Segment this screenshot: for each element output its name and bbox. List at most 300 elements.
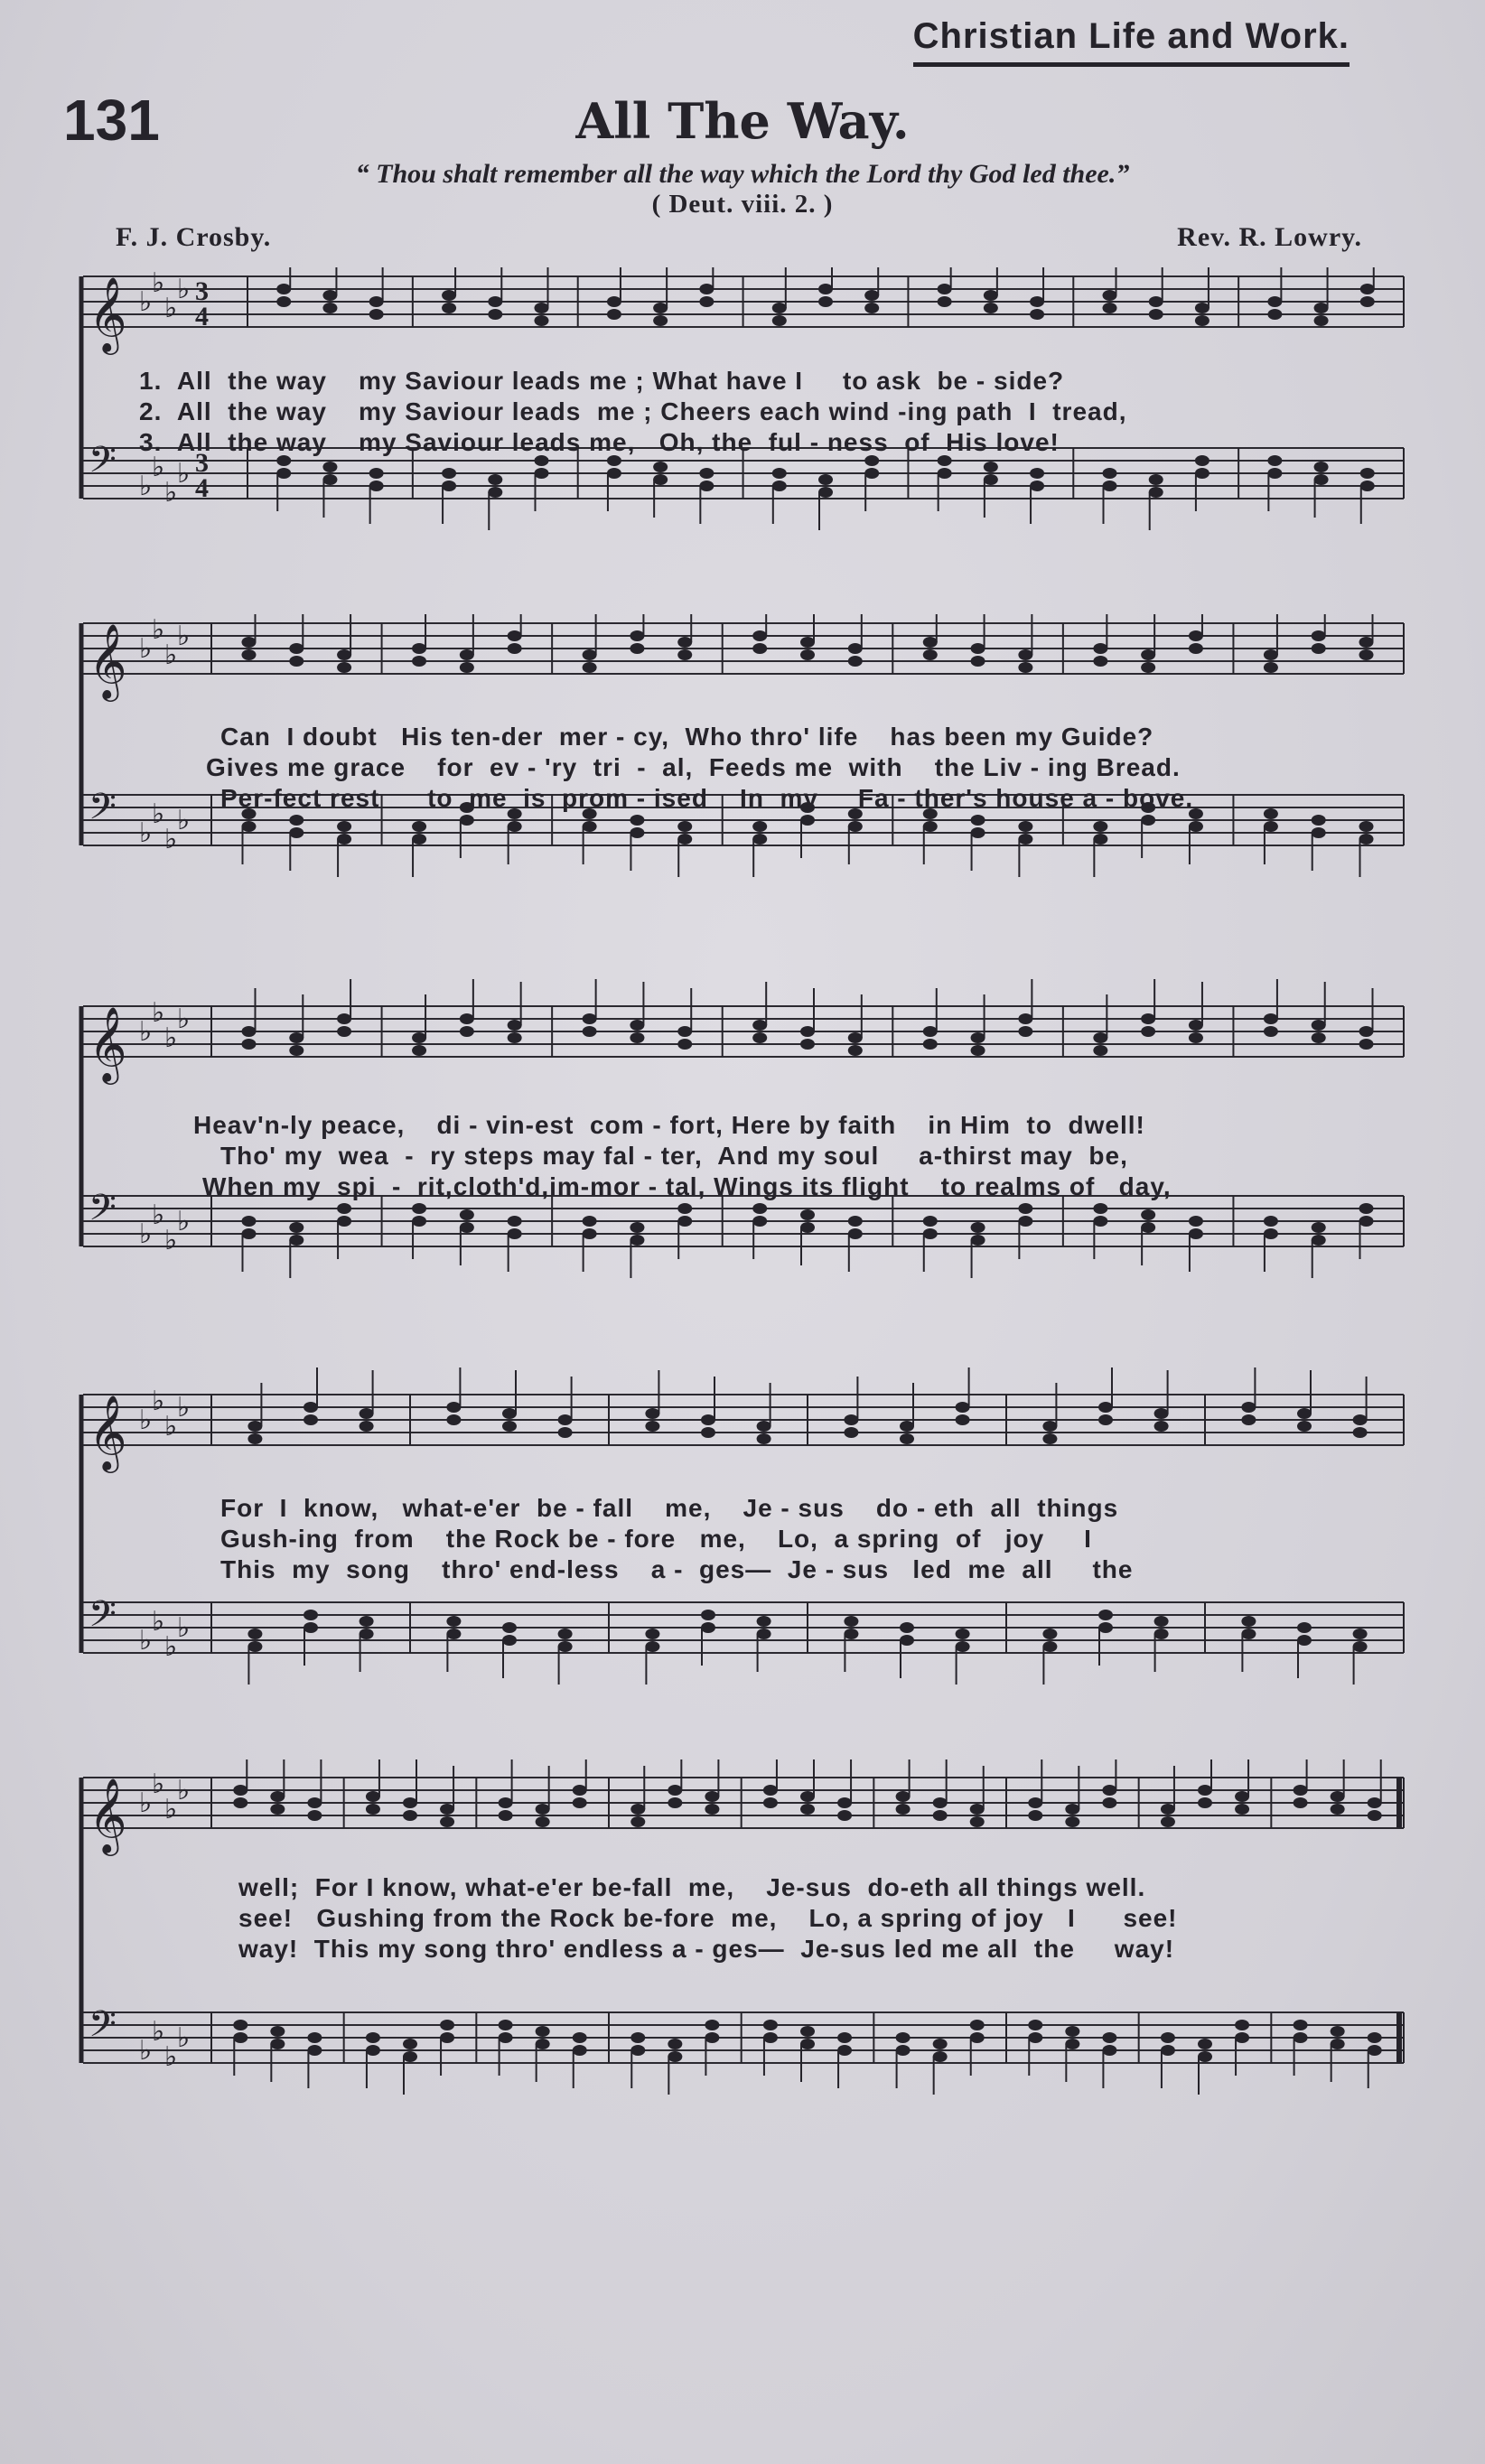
note-head [772,315,787,326]
note-head [752,1020,767,1031]
note-head [403,2051,417,2062]
note-head [1368,1810,1382,1821]
note-head [304,1402,318,1413]
note-head [1030,309,1044,320]
note-head [848,1032,863,1043]
note-head [1189,1032,1203,1043]
note-head [1161,1816,1175,1827]
note-head [369,481,384,491]
note-head [763,2032,778,2043]
note-head [270,1804,285,1815]
note-head [304,1414,318,1425]
bass-clef-icon: 𝄢 [89,1187,117,1237]
note-head [1141,662,1155,673]
note-head [701,1427,715,1438]
note-head [1098,1610,1113,1620]
note-head [508,1228,522,1239]
note-head [534,303,548,313]
note-head [938,468,952,479]
note-head [583,1026,597,1037]
lyric-line: way! This my song thro' endless a - ges— Je-sus led me all the way! [238,1935,1175,1963]
hymn-title: All The Way. [575,92,910,150]
lyric-line: Tho' my wea - ry steps may fal - ter, And my soul a-thirst may be, [220,1142,1128,1170]
note-head [460,815,474,826]
note-head [645,1641,659,1652]
note-head [1241,1629,1256,1639]
note-head [1103,303,1117,313]
note-head [289,1222,304,1233]
note-head [440,1804,454,1815]
note-head [460,1209,474,1220]
bass-clef-icon: 𝄢 [89,439,117,490]
note-head [1312,815,1326,826]
note-head [1235,1791,1249,1802]
note-head [1141,815,1155,826]
note-head [1241,1414,1256,1425]
note-head [844,1616,858,1627]
note-head [488,474,502,485]
note-head [412,1203,426,1214]
note-head [752,643,767,654]
note-head [337,821,351,832]
note-head [276,296,291,307]
lyric-line: Gives me grace for ev - 'ry tri - al, Feeds me with the Liv - ing Bread. [206,753,1181,781]
note-head [818,474,833,485]
note-head [322,462,337,472]
note-head [499,2020,513,2030]
note-head [1093,821,1107,832]
note-head [970,1804,985,1815]
note-head [800,1026,815,1037]
note-head [1018,1013,1032,1024]
note-head [1297,1622,1312,1633]
note-head [1264,1026,1278,1037]
note-head [1161,2032,1175,2043]
note-head [630,1020,644,1031]
note-head [630,1816,645,1827]
note-head [1018,1026,1032,1037]
note-head [1103,290,1117,301]
flat-sign-icon: ♭ [139,471,153,502]
note-head [699,296,714,307]
note-head [446,1402,461,1413]
note-head [403,2039,417,2049]
note-head [1030,481,1044,491]
note-head [1314,462,1329,472]
music-system [76,1367,1413,1729]
note-head [645,1408,659,1419]
note-head [248,1641,262,1652]
note-head [289,643,304,654]
note-head [442,481,456,491]
note-head [900,1421,914,1432]
note-head [923,1228,938,1239]
note-head [573,2045,587,2056]
note-head [460,1013,474,1024]
lyric-line: For I know, what-e'er be - fall me, Je - sus do - eth all things [220,1494,1119,1522]
note-head [337,1013,351,1024]
flat-sign-icon: ♭ [139,1016,153,1048]
flat-sign-icon: ♭ [164,824,178,855]
note-head [630,1222,644,1233]
note-head [241,1216,256,1227]
note-head [971,1032,985,1043]
note-head [1368,2032,1382,2043]
note-head [705,1791,719,1802]
note-head [653,474,668,485]
note-head [971,1235,985,1246]
note-head [1195,468,1209,479]
note-head [645,1629,659,1639]
note-head [322,290,337,301]
note-head [1267,296,1282,307]
note-head [502,1408,517,1419]
note-head [699,284,714,294]
note-head [1359,834,1374,845]
note-head [1312,827,1326,838]
note-head [923,649,938,660]
note-head [460,1026,474,1037]
lyric-line: 2. All the way my Saviour leads me ; Cheers each wind -ing path I tread, [139,397,1127,425]
treble-clef-icon: 𝄞 [89,1777,127,1853]
note-head [800,2026,815,2037]
note-head [772,481,787,491]
note-head [1103,481,1117,491]
note-head [984,474,998,485]
note-head [970,2020,985,2030]
note-head [818,487,833,498]
music-system [76,1759,1413,2139]
note-head [668,1797,682,1808]
note-head [583,1013,597,1024]
music-system [76,614,1413,921]
note-head [276,468,291,479]
note-head [440,1816,454,1827]
flat-sign-icon: ♭ [177,274,191,305]
note-head [289,1032,304,1043]
final-barline [1396,1778,1402,1828]
note-head [699,468,714,479]
note-head [360,1629,374,1639]
flat-sign-icon: ♭ [139,1625,153,1657]
lyric-line: well; For I know, what-e'er be-fall me, Je-sus do-eth all things well. [238,1873,1146,1901]
music-system [76,267,1413,574]
note-head [701,1622,715,1633]
note-head [337,1026,351,1037]
note-head [1065,1816,1079,1827]
note-head [440,2032,454,2043]
note-head [1331,1804,1345,1815]
note-head [763,1797,778,1808]
note-head [1331,2026,1345,2037]
note-head [1312,1032,1326,1043]
note-head [369,309,384,320]
lyric-line: see! Gushing from the Rock be-fore me, Lo, a spring of joy I see! [238,1904,1178,1932]
note-head [984,290,998,301]
note-head [848,1216,863,1227]
note-head [440,2020,454,2030]
note-head [1065,2026,1079,2037]
lyric-line: This my song thro' end-less a - ges— Je - sus led me all the [220,1555,1134,1583]
note-head [705,1804,719,1815]
note-head [1312,630,1326,641]
note-head [536,2039,550,2049]
note-head [1198,1797,1212,1808]
note-head [844,1427,858,1438]
note-head [971,827,985,838]
note-head [304,1622,318,1633]
note-head [248,1433,262,1444]
note-head [653,462,668,472]
note-head [1042,1641,1057,1652]
note-head [558,1427,573,1438]
note-head [534,468,548,479]
flat-sign-icon: ♭ [139,1218,153,1250]
note-head [630,827,644,838]
note-head [1198,1785,1212,1796]
note-head [583,1216,597,1227]
note-head [1141,1222,1155,1233]
note-head [1065,2039,1079,2049]
note-head [800,1209,815,1220]
note-head [933,1810,948,1821]
note-head [1065,1804,1079,1815]
note-head [337,649,351,660]
note-head [933,2051,948,2062]
note-head [1102,2045,1116,2056]
note-head [848,656,863,667]
note-head [1098,1622,1113,1633]
lyric-line: When my spi - rit,cloth'd,im-mor - tal, Wings its flight to realms of day, [202,1172,1172,1200]
note-head [1264,1228,1278,1239]
flat-sign-icon: ♭ [139,817,153,849]
lyric-line: Heav'n-ly peace, di - vin-est com - fort, Here by faith in Him to dwell! [193,1111,1145,1139]
flat-sign-icon: ♭ [177,1775,191,1806]
note-head [499,2032,513,2043]
bass-clef-icon: 𝄢 [89,786,117,836]
note-head [800,1222,815,1233]
note-head [360,1616,374,1627]
lyric-line: 1. All the way my Saviour leads me ; What have I to ask be - side? [139,367,1065,395]
note-head [1294,2020,1308,2030]
note-head [630,1032,644,1043]
note-head [366,1791,380,1802]
note-head [508,1020,522,1031]
note-head [1359,1216,1374,1227]
flat-sign-icon: ♭ [152,452,165,483]
note-head [757,1629,771,1639]
note-head [956,1641,970,1652]
note-head [460,1222,474,1233]
note-head [630,630,644,641]
note-head [1093,656,1107,667]
note-head [752,821,767,832]
note-head [848,1228,863,1239]
note-head [705,2032,719,2043]
note-head [1195,303,1209,313]
flat-sign-icon: ♭ [177,1206,191,1237]
note-head [677,1039,692,1050]
flat-sign-icon: ♭ [152,267,165,299]
note-head [1198,2051,1212,2062]
note-head [1264,821,1278,832]
note-head [984,462,998,472]
note-head [677,637,692,648]
note-head [933,2039,948,2049]
note-head [757,1433,771,1444]
note-head [366,1804,380,1815]
note-head [1102,1785,1116,1796]
note-head [607,468,621,479]
epigraph-reference: ( Deut. viii. 2. ) [651,190,834,219]
note-head [1359,1026,1374,1037]
note-head [488,487,502,498]
note-head [1235,2020,1249,2030]
note-head [1093,643,1107,654]
note-head [837,2032,852,2043]
note-head [896,1791,911,1802]
note-head [412,1216,426,1227]
note-head [270,2039,285,2049]
flat-sign-icon: ♭ [177,1392,191,1423]
lyric-line: 3. All the way my Saviour leads me, Oh, the ful - ness of His love! [139,428,1060,456]
note-head [848,1045,863,1056]
note-head [1353,1414,1368,1425]
note-head [1353,1641,1368,1652]
flat-sign-icon: ♭ [177,1612,191,1644]
note-head [970,1816,985,1827]
note-head [752,630,767,641]
note-head [1241,1616,1256,1627]
note-head [1028,1797,1042,1808]
note-head [818,296,833,307]
note-head [241,637,256,648]
note-head [900,1622,914,1633]
note-head [573,1797,587,1808]
note-head [1042,1421,1057,1432]
note-head [502,1421,517,1432]
note-head [412,821,426,832]
note-head [956,1402,970,1413]
note-head [956,1629,970,1639]
note-head [668,1785,682,1796]
note-head [1267,309,1282,320]
note-head [499,1810,513,1821]
flat-sign-icon: ♭ [139,2035,153,2067]
flat-sign-icon: ♭ [177,458,191,490]
note-head [800,1791,815,1802]
note-head [307,1797,322,1808]
note-head [241,649,256,660]
time-signature-top: 3 [195,448,209,478]
note-head [1141,1026,1155,1037]
note-head [1360,284,1375,294]
note-head [508,630,522,641]
note-head [307,2045,322,2056]
note-head [933,1797,948,1808]
note-head [1368,1797,1382,1808]
treble-clef-icon: 𝄞 [89,1005,127,1081]
note-head [1161,2045,1175,2056]
note-head [536,2026,550,2037]
note-head [984,303,998,313]
flat-sign-icon: ♭ [177,621,191,652]
note-head [1359,1203,1374,1214]
note-head [938,284,952,294]
note-head [677,1203,692,1214]
note-head [1189,1020,1203,1031]
note-head [752,834,767,845]
note-head [1297,1408,1312,1419]
note-head [1331,1791,1345,1802]
flat-sign-icon: ♭ [164,1411,178,1442]
note-head [289,1235,304,1246]
note-head [763,2020,778,2030]
note-head [360,1408,374,1419]
note-head [337,662,351,673]
flat-sign-icon: ♭ [164,1794,178,1825]
flat-sign-icon: ♭ [139,633,153,665]
note-head [337,834,351,845]
note-head [241,1228,256,1239]
flat-sign-icon: ♭ [164,477,178,509]
note-head [1297,1635,1312,1646]
note-head [1018,649,1032,660]
author-credit: F. J. Crosby. [116,222,272,252]
note-head [1195,315,1209,326]
note-head [1028,1810,1042,1821]
flat-sign-icon: ♭ [152,614,165,646]
note-head [1028,2020,1042,2030]
note-head [446,1616,461,1627]
note-head [900,1635,914,1646]
flat-sign-icon: ♭ [177,805,191,836]
note-head [1154,1616,1169,1627]
note-head [1018,662,1032,673]
note-head [1018,1203,1032,1214]
note-head [800,637,815,648]
flat-sign-icon: ♭ [164,1225,178,1256]
note-head [1098,1414,1113,1425]
time-signature-top: 3 [195,276,209,306]
note-head [668,2039,682,2049]
note-head [1141,1209,1155,1220]
note-head [536,1804,550,1815]
note-head [558,1414,573,1425]
note-head [573,2032,587,2043]
note-head [488,296,502,307]
flat-sign-icon: ♭ [152,1199,165,1231]
note-head [366,2045,380,2056]
note-head [233,1797,248,1808]
treble-clef-icon: 𝄞 [89,275,127,351]
note-head [583,821,597,832]
note-head [668,2051,682,2062]
note-head [757,1616,771,1627]
note-head [1235,2032,1249,2043]
note-head [956,1414,970,1425]
note-head [1093,1216,1107,1227]
note-head [844,1629,858,1639]
note-head [1267,468,1282,479]
note-head [1264,649,1278,660]
note-head [763,1785,778,1796]
note-head [488,309,502,320]
note-head [508,821,522,832]
flat-sign-icon: ♭ [152,2016,165,2048]
note-head [752,1203,767,1214]
note-head [583,1228,597,1239]
